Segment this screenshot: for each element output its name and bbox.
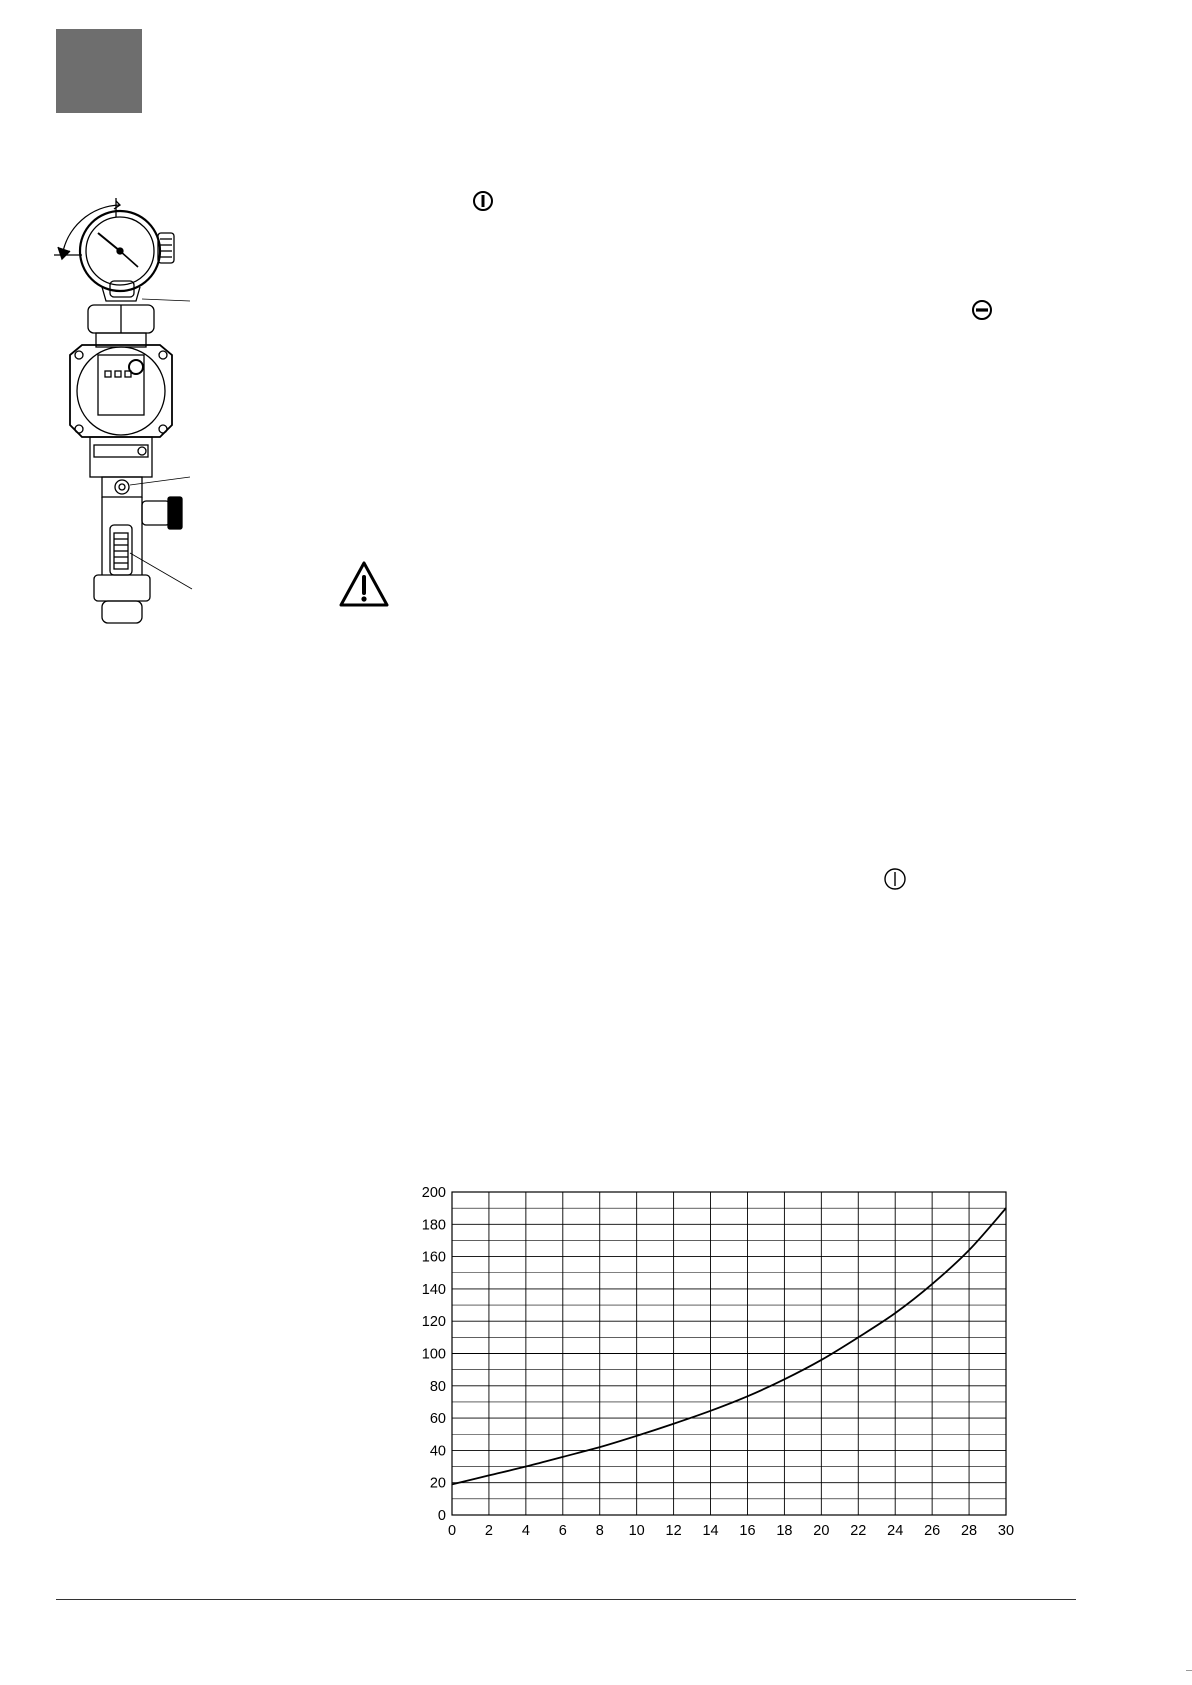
warning-icon xyxy=(338,560,390,613)
x-tick-label: 14 xyxy=(702,1523,719,1539)
y-tick-label: 200 xyxy=(421,1185,446,1201)
x-tick-label: 12 xyxy=(665,1523,682,1539)
x-tick-label: 26 xyxy=(924,1523,941,1539)
y-tick-label: 140 xyxy=(421,1281,446,1298)
y-tick-label: 80 xyxy=(429,1378,446,1395)
series-line xyxy=(452,1208,1006,1484)
x-tick-label: 2 xyxy=(484,1523,493,1539)
y-tick-label: 180 xyxy=(421,1217,446,1234)
x-tick-label: 8 xyxy=(595,1523,604,1539)
y-tick-label: 20 xyxy=(429,1475,446,1492)
x-tick-label: 22 xyxy=(850,1523,867,1539)
edge-mark xyxy=(1186,1670,1192,1671)
y-tick-label: 160 xyxy=(421,1249,446,1266)
x-tick-label: 18 xyxy=(776,1523,793,1539)
x-tick-label: 4 xyxy=(521,1523,530,1539)
y-tick-label: 0 xyxy=(437,1508,446,1524)
footer-rule xyxy=(56,1599,1076,1600)
y-tick-label: 120 xyxy=(421,1314,446,1331)
y-tick-label: 40 xyxy=(429,1443,446,1460)
y-tick-label: 60 xyxy=(429,1411,446,1428)
y-tick-label: 100 xyxy=(421,1346,446,1363)
power-on-icon xyxy=(472,190,494,217)
power-idle-icon xyxy=(883,867,907,896)
chart-canvas xyxy=(400,1175,1040,1555)
x-tick-label: 16 xyxy=(739,1523,756,1539)
pump-assembly-figure xyxy=(50,195,210,655)
pressure-curve-chart xyxy=(400,1175,1040,1555)
page-marker-block xyxy=(56,29,142,113)
minus-circle-icon xyxy=(971,299,993,326)
x-tick-label: 6 xyxy=(558,1523,567,1539)
x-tick-label: 10 xyxy=(628,1523,645,1539)
x-tick-label: 0 xyxy=(447,1523,457,1539)
x-tick-label: 20 xyxy=(813,1523,830,1539)
x-tick-label: 30 xyxy=(997,1523,1015,1539)
x-tick-label: 28 xyxy=(960,1523,978,1539)
x-tick-label: 24 xyxy=(887,1523,904,1539)
